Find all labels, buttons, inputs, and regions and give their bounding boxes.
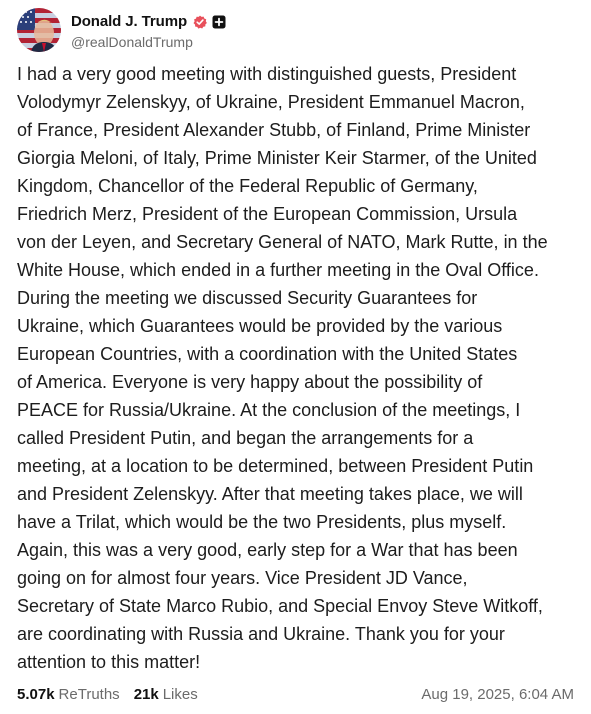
post-body-line: of France, President Alexander Stubb, of Finland, Prime Minister xyxy=(17,120,531,140)
post-body-line: are coordinating with Russia and Ukraine. Thank you for your xyxy=(17,624,505,644)
post-body-line: Giorgia Meloni, of Italy, Prime Minister Keir Starmer, of the United xyxy=(17,148,537,168)
post-body-line: attention to this matter! xyxy=(17,652,201,672)
likes-count: 21k xyxy=(133,685,159,703)
avatar[interactable] xyxy=(17,8,61,52)
post-body-line: going on for almost four years. Vice President JD Vance, xyxy=(17,568,468,588)
post-body-line: and President Zelenskyy. After that meeting takes place, we will xyxy=(17,484,523,504)
post-body-line: Again, this was a very good, early step for a War that has been xyxy=(17,540,518,560)
verified-badge-icon xyxy=(193,15,207,29)
plus-badge-icon xyxy=(212,15,226,29)
post-body-line: of America. Everyone is very happy about the possibility of xyxy=(17,372,483,392)
retruths-stat[interactable] xyxy=(17,686,120,703)
post-body-line: meeting, at a location to be determined, between President Putin xyxy=(17,456,534,476)
likes-stat[interactable] xyxy=(134,686,198,703)
author-display-name[interactable]: Donald J. Trump xyxy=(71,13,188,30)
likes-label: Likes xyxy=(162,685,198,703)
post-body-line: During the meeting we discussed Security Guarantees for xyxy=(17,288,478,308)
post-body-line: Volodymyr Zelenskyy, of Ukraine, President Emmanuel Macron, xyxy=(17,92,525,112)
post-body-line: have a Trilat, which would be the two Presidents, plus myself. xyxy=(17,512,507,532)
post-body-line: PEACE for Russia/Ukraine. At the conclusion of the meetings, I xyxy=(17,400,521,420)
post-body-line: Friedrich Merz, President of the European Commission, Ursula xyxy=(17,204,518,224)
post-body-line: Ukraine, which Guarantees would be provided by the various xyxy=(17,316,503,336)
post-body-line: von der Leyen, and Secretary General of NATO, Mark Rutte, in the xyxy=(17,232,548,252)
post-body-line: called President Putin, and began the arrangements for a xyxy=(17,428,474,448)
author-handle[interactable]: @realDonaldTrump xyxy=(71,33,193,50)
post-body-line: Secretary of State Marco Rubio, and Special Envoy Steve Witkoff, xyxy=(17,596,543,616)
post-body-line: Kingdom, Chancellor of the Federal Republic of Germany, xyxy=(17,176,478,196)
post-body-line: European Countries, with a coordination with the United States xyxy=(17,344,518,364)
post-body xyxy=(17,60,587,676)
retruths-label: ReTruths xyxy=(58,685,120,703)
post-body-line: I had a very good meeting with distinguished guests, President xyxy=(17,64,517,84)
post-footer xyxy=(17,682,574,706)
author-name-row xyxy=(71,11,226,33)
author-info xyxy=(71,11,226,50)
avatar-flag-portrait-icon xyxy=(17,8,61,52)
retruths-count: 5.07k xyxy=(17,685,55,703)
post-header xyxy=(17,7,226,53)
post-body-line: White House, which ended in a further meeting in the Oval Office. xyxy=(17,260,539,280)
post-timestamp[interactable]: Aug 19, 2025, 6:04 AM xyxy=(421,685,574,703)
